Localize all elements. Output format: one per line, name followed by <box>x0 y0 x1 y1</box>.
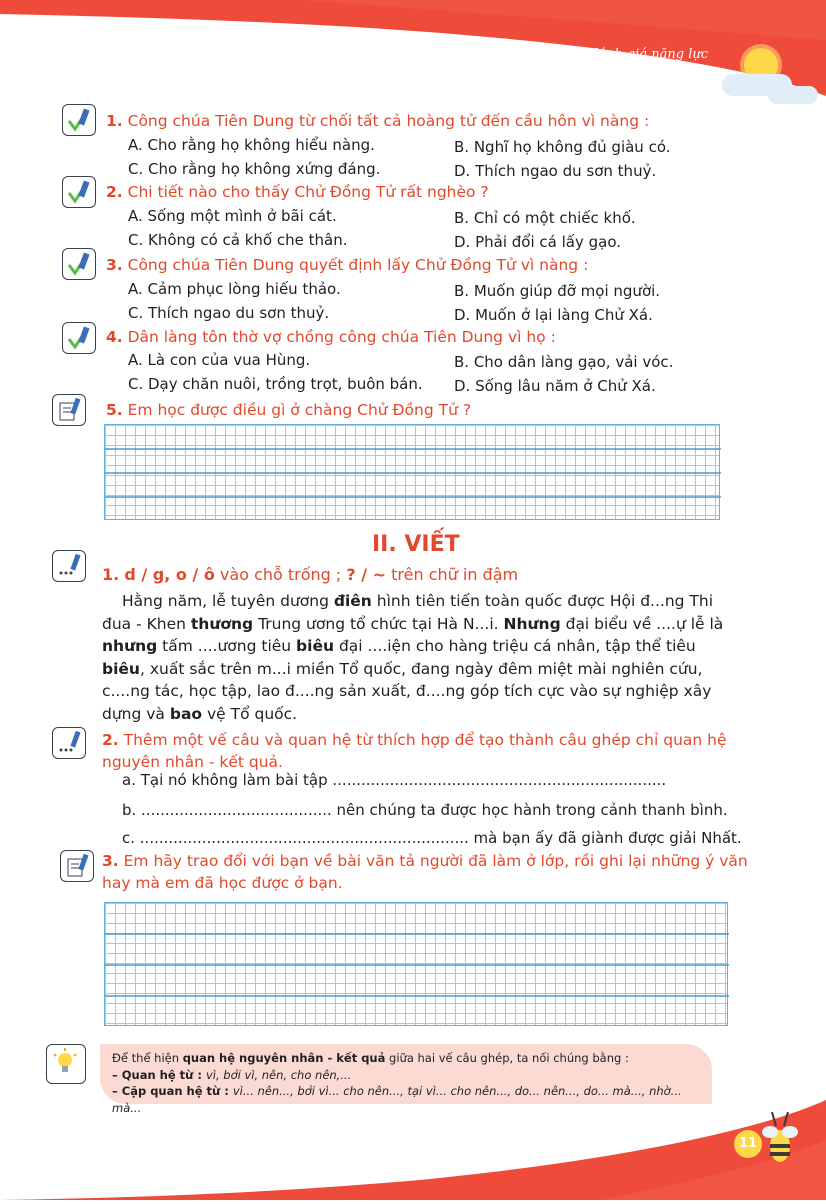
page-header <box>0 0 826 96</box>
paragraph-text: Hằng năm, lễ tuyên dương <box>122 592 334 610</box>
grammar-note <box>100 1044 712 1115</box>
paragraph-text: Trung ương tổ chức tại Hà N...i. <box>253 614 504 633</box>
bee-icon <box>760 1108 800 1168</box>
bold-word: biêu <box>102 659 140 678</box>
question-number: 4. <box>106 328 123 346</box>
note-text: Để thể hiện <box>112 1051 183 1065</box>
pencil-check-icon <box>62 176 96 208</box>
bold-word: điên <box>333 592 372 610</box>
paragraph-text: hình tiên tiến toàn quốc được Hội đ...ng Thi đua - Khen <box>102 592 714 633</box>
book-title: Tiếng Việt 5, tập 2 <box>566 66 708 84</box>
option-1b[interactable]: B. Nghĩ họ không đủ giàu có. <box>454 138 671 156</box>
question-5 <box>106 401 471 419</box>
prompt-marks: ? / ~ <box>346 565 387 584</box>
cloud-icon <box>768 86 818 104</box>
option-4c[interactable]: C. Dạy chăn nuôi, trồng trọt, buôn bán. <box>128 375 423 393</box>
question-text-line1: Thêm một vế câu và quan hệ từ thích hợp để tạo thành câu ghép chỉ quan hệ <box>123 731 727 749</box>
bold-word: bao <box>169 704 203 723</box>
question-text: Công chúa Tiên Dung từ chối tất cả hoàng tử đến cầu hôn vì nàng : <box>127 112 650 130</box>
note-keyword: – Quan hệ từ : <box>112 1067 206 1082</box>
header-title <box>484 44 708 86</box>
answer-grid-3[interactable] <box>104 902 728 1026</box>
option-2a[interactable]: A. Sống một mình ở bãi cát. <box>128 207 337 225</box>
option-1c[interactable]: C. Cho rằng họ không xứng đáng. <box>128 160 381 178</box>
note-line-1 <box>112 1050 700 1067</box>
option-2d[interactable]: D. Phải đổi cá lấy gạo. <box>454 233 622 251</box>
question-text-line2: hay mà em đã học được ở bạn. <box>102 874 343 892</box>
pencil-check-icon <box>62 322 96 354</box>
pencil-dots-icon <box>52 550 86 582</box>
footer-ribbon <box>0 1100 826 1200</box>
writing-question-2 <box>102 729 727 773</box>
question-number: 2. <box>102 731 119 749</box>
option-4b[interactable]: B. Cho dân làng gạo, vải vóc. <box>454 353 674 371</box>
paragraph-text: , xuất sắc trên m...i miền Tổ quốc, đang ngày đêm miệt mài nghiên cứu, c....ng tác, học tập, lao đ....ng sản xuất, đ....ng góp tích cực vào sự nghiệp xây dựng và <box>102 659 712 723</box>
option-1a[interactable]: A. Cho rằng họ không hiểu nàng. <box>128 136 375 154</box>
bold-word: Nhưng <box>503 614 561 633</box>
bold-word: nhưng <box>102 637 158 655</box>
question-text: Em học được điều gì ở chàng Chử Đồng Tử ? <box>127 401 472 419</box>
question-number: 5. <box>106 401 123 419</box>
paragraph-text: đại ....iện cho hàng triệu cá nhân, tập thể tiêu <box>334 637 696 655</box>
option-3c[interactable]: C. Thích ngao du sơn thuỷ. <box>128 304 330 322</box>
prompt-letters: d / g, o / ô <box>124 565 215 584</box>
option-3b[interactable]: B. Muốn giúp đỡ mọi người. <box>454 282 661 300</box>
question-number: 3. <box>102 852 119 870</box>
option-1d[interactable]: D. Thích ngao du sơn thuỷ. <box>454 162 657 180</box>
option-4a[interactable]: A. Là con của vua Hùng. <box>128 351 311 369</box>
answer-line-b[interactable]: b. ........................................ nên chúng ta được học hành trong cảnh thanh bình. <box>122 801 728 819</box>
question-number: 3. <box>106 256 123 274</box>
section-title: II. VIẾT <box>372 532 460 557</box>
question-1 <box>106 112 649 130</box>
page-footer <box>0 1100 826 1200</box>
paragraph-text: tấm ....ương tiêu <box>157 637 297 655</box>
pencil-check-icon <box>62 248 96 280</box>
question-3 <box>106 256 588 274</box>
question-number: 1. <box>106 112 123 130</box>
bold-word: biêu <box>296 637 335 655</box>
note-keyword: – Cặp quan hệ từ : <box>112 1084 233 1098</box>
lightbulb-icon <box>46 1044 86 1084</box>
pencil-paper-icon <box>60 850 94 882</box>
option-2c[interactable]: C. Không có cả khố che thân. <box>128 231 348 249</box>
note-examples: vì, bởi vì, nên, cho nên,... <box>205 1067 352 1082</box>
page-number: 11 <box>734 1130 762 1158</box>
option-3d[interactable]: D. Muốn ở lại làng Chử Xá. <box>454 306 653 324</box>
note-text: giữa hai vế câu ghép, ta nối chúng bằng : <box>385 1051 629 1065</box>
answer-line-a[interactable]: a. Tại nó không làm bài tập ...................................................................... <box>122 771 667 789</box>
question-text: Dân làng tôn thờ vợ chồng công chúa Tiên Dung vì họ : <box>127 328 556 346</box>
answer-grid-5[interactable] <box>104 424 720 520</box>
question-text-line1: Em hãy trao đổi với bạn về bài văn tả người đã làm ở lớp, rồi ghi lại những ý văn <box>123 852 748 870</box>
pencil-paper-icon <box>52 394 86 426</box>
question-text: Công chúa Tiên Dung quyết định lấy Chử Đồng Tử vì nàng : <box>127 256 589 274</box>
paragraph-text: vệ Tổ quốc. <box>202 704 298 723</box>
exercise-paragraph[interactable] <box>102 590 738 725</box>
pencil-check-icon <box>62 104 96 136</box>
note-keyword: quan hệ nguyên nhân - kết quả <box>182 1051 386 1065</box>
question-2 <box>106 183 489 201</box>
note-examples: vì... nên..., bởi vì... cho nên..., tại vì... cho nên..., do... nên..., do... mà..., nhờ... mà... <box>112 1084 682 1115</box>
note-line-2 <box>112 1067 700 1084</box>
option-2b[interactable]: B. Chỉ có một chiếc khố. <box>454 209 636 227</box>
question-number: 1. <box>102 565 120 584</box>
answer-line-c[interactable]: c. ..................................................................... mà bạn ấy đã giành được giải Nhất. <box>122 829 742 847</box>
series-title: Bộ đề kiểm tra, đánh giá năng lực <box>484 47 708 62</box>
writing-question-1 <box>102 565 518 584</box>
question-4 <box>106 328 556 346</box>
pencil-dots-icon <box>52 727 86 759</box>
question-text-line2: nguyên nhân - kết quả. <box>102 753 283 771</box>
prompt-text: trên chữ in đậm <box>386 565 519 584</box>
prompt-text: vào chỗ trống ; <box>214 565 347 584</box>
option-4d[interactable]: D. Sống lâu năm ở Chử Xá. <box>454 377 656 395</box>
question-text: Chi tiết nào cho thấy Chử Đồng Tử rất nghèo ? <box>127 183 489 201</box>
paragraph-text: đại biểu về ....ự lễ là <box>560 614 724 633</box>
question-number: 2. <box>106 183 123 201</box>
writing-question-3 <box>102 850 748 894</box>
bold-word: thương <box>190 614 254 633</box>
option-3a[interactable]: A. Cảm phục lòng hiếu thảo. <box>128 280 341 298</box>
